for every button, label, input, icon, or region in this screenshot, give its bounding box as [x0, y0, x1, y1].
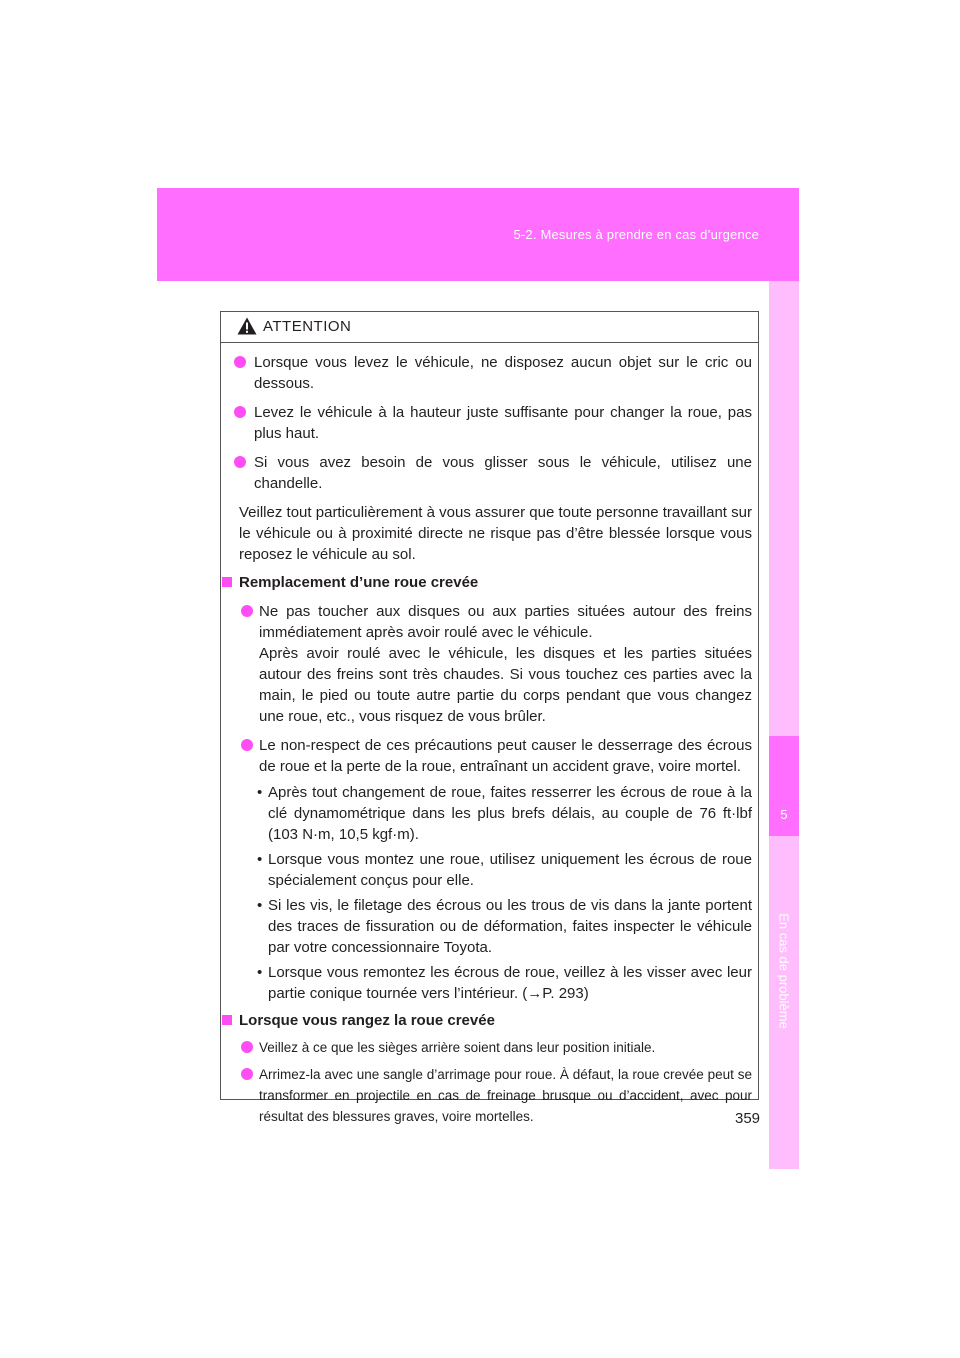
- dash-item: • Lorsque vous montez une roue, utilisez uniquement les écrous de roue spécialement conçus pour elle.: [257, 851, 752, 889]
- dash-item: • Lorsque vous remontez les écrous de roue, veillez à les visser avec leur partie conique tournée vers l’intérieur. (→P. 293): [257, 964, 752, 1002]
- bullet-dot: [234, 456, 246, 468]
- chapter-label: En cas de problème: [776, 913, 792, 1029]
- section-bullet: Le non-respect de ces précautions peut causer le desserrage des écrous de roue et la perte de la roue, entraînant un accident grave, voire mortel.: [221, 735, 752, 777]
- section-bullet: Veillez à ce que les sièges arrière soient dans leur position initiale.: [221, 1037, 752, 1058]
- bullet-dot: [241, 739, 253, 751]
- section-title: 5-2. Mesures à prendre en cas d’urgence: [513, 227, 759, 242]
- caution-paragraph: Veillez tout particulièrement à vous assurer que toute personne travaillant sur le véhicule ou à proximité directe ne risque pas d’être blessée lorsque vous reposez le véhicule au sol.: [239, 504, 752, 563]
- caution-bullet: Levez le véhicule à la hauteur juste suffisante pour changer la roue, pas plus haut.: [221, 402, 752, 444]
- bullet-dot: [241, 605, 253, 617]
- page-number: 359: [735, 1110, 761, 1127]
- warning-triangle-icon: [237, 317, 257, 335]
- section-square-icon: [222, 1015, 232, 1025]
- section-heading-stow-tire: Lorsque vous rangez la roue crevée: [221, 1010, 752, 1031]
- bullet-dot: [241, 1041, 253, 1053]
- chapter-number: 5: [780, 807, 788, 822]
- dash-item: • Après tout changement de roue, faites resserrer les écrous de roue à la clé dynamométrique dans les plus brefs délais, au couple de 76 ft·lbf (103 N·m, 10,5 kgf·m).: [257, 784, 752, 843]
- caution-bullet: Lorsque vous levez le véhicule, ne disposez aucun objet sur le cric ou dessous.: [221, 352, 752, 394]
- bullet-dot: [241, 1068, 253, 1080]
- chapter-label-wrap: [769, 851, 799, 1091]
- caution-title: ATTENTION: [263, 318, 352, 335]
- section-bullet: Ne pas toucher aux disques ou aux parties situées autour des freins immédiatement après avoir roulé avec le véhicule. Après avoir roulé avec le véhicule, les disques et les parties situées autour des freins sont très chaudes. Si vous touchez ces parties avec la main, le pied ou toute autre partie du corps pendant que vous changez une roue, etc., vous risquez de vous brûler.: [221, 601, 752, 727]
- caution-header: [221, 312, 758, 343]
- chapter-side-tab: [769, 281, 799, 1169]
- bullet-dot: [234, 356, 246, 368]
- dash-item: • Si les vis, le filetage des écrous ou les trous de vis dans la jante portent des traces de fissuration ou de déformation, faites inspecter le véhicule par votre concessionnaire Toyota.: [257, 897, 752, 956]
- caution-bullet: Si vous avez besoin de vous glisser sous le véhicule, utilisez une chandelle.: [221, 452, 752, 494]
- section-square-icon: [222, 577, 232, 587]
- bullet-dot: [234, 406, 246, 418]
- section-bullet: Arrimez-la avec une sangle d’arrimage pour roue. À défaut, la roue crevée peut se transformer en projectile en cas de freinage brusque ou d’accident, avec pour résultat des blessures graves, voire mortelles.: [221, 1064, 752, 1127]
- section-heading-flat-tire: Remplacement d’une roue crevée: [221, 572, 752, 593]
- header-band: [157, 188, 799, 281]
- caution-content: [221, 342, 761, 1127]
